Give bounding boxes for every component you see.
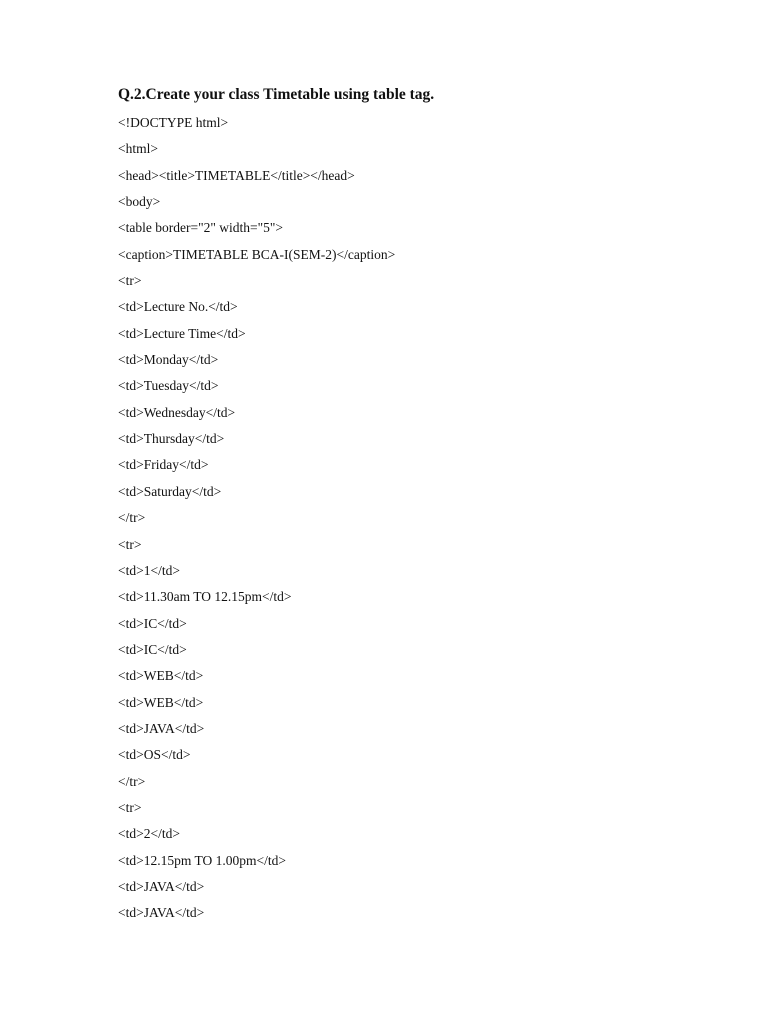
code-line: <td>Lecture No.</td> bbox=[118, 299, 238, 315]
document-page bbox=[118, 84, 738, 927]
code-line: <td>IC</td> bbox=[118, 641, 187, 657]
code-line: </tr> bbox=[118, 510, 146, 526]
code-line: <td>Friday</td> bbox=[118, 457, 209, 473]
code-line: <body> bbox=[118, 194, 161, 210]
question-heading: Q.2.Create your class Timetable using table tag. bbox=[118, 86, 435, 103]
code-line: <caption>TIMETABLE BCA-I(SEM-2)</caption> bbox=[118, 246, 396, 262]
code-line: <td>Thursday</td> bbox=[118, 431, 225, 447]
code-line: <head><title>TIMETABLE</title></head> bbox=[118, 167, 355, 183]
code-line: <tr> bbox=[118, 273, 142, 289]
code-line: <tr> bbox=[118, 536, 142, 552]
code-line: <td>Lecture Time</td> bbox=[118, 325, 246, 341]
code-line: <td>12.15pm TO 1.00pm</td> bbox=[118, 852, 286, 868]
code-line: <td>WEB</td> bbox=[118, 694, 204, 710]
code-line: <!DOCTYPE html> bbox=[118, 115, 229, 130]
code-line: <html> bbox=[118, 141, 158, 157]
code-line: <td>OS</td> bbox=[118, 747, 191, 763]
code-line: <td>JAVA</td> bbox=[118, 878, 205, 894]
code-line: <table border="2" width="5"> bbox=[118, 220, 283, 236]
code-line: <td>IC</td> bbox=[118, 615, 187, 631]
code-line: <tr> bbox=[118, 799, 142, 815]
code-line: <td>Monday</td> bbox=[118, 352, 219, 368]
code-line: <td>WEB</td> bbox=[118, 668, 204, 684]
code-line: <td>11.30am TO 12.15pm</td> bbox=[118, 589, 292, 605]
code-line: </tr> bbox=[118, 773, 146, 789]
code-line: <td>Wednesday</td> bbox=[118, 404, 236, 420]
code-line: <td>Tuesday</td> bbox=[118, 378, 219, 394]
code-line: <td>2</td> bbox=[118, 826, 180, 842]
code-line: <td>JAVA</td> bbox=[118, 905, 205, 921]
code-line: <td>Saturday</td> bbox=[118, 483, 222, 499]
code-listing bbox=[118, 110, 738, 927]
code-line: <td>JAVA</td> bbox=[118, 720, 205, 736]
code-line: <td>1</td> bbox=[118, 562, 180, 578]
